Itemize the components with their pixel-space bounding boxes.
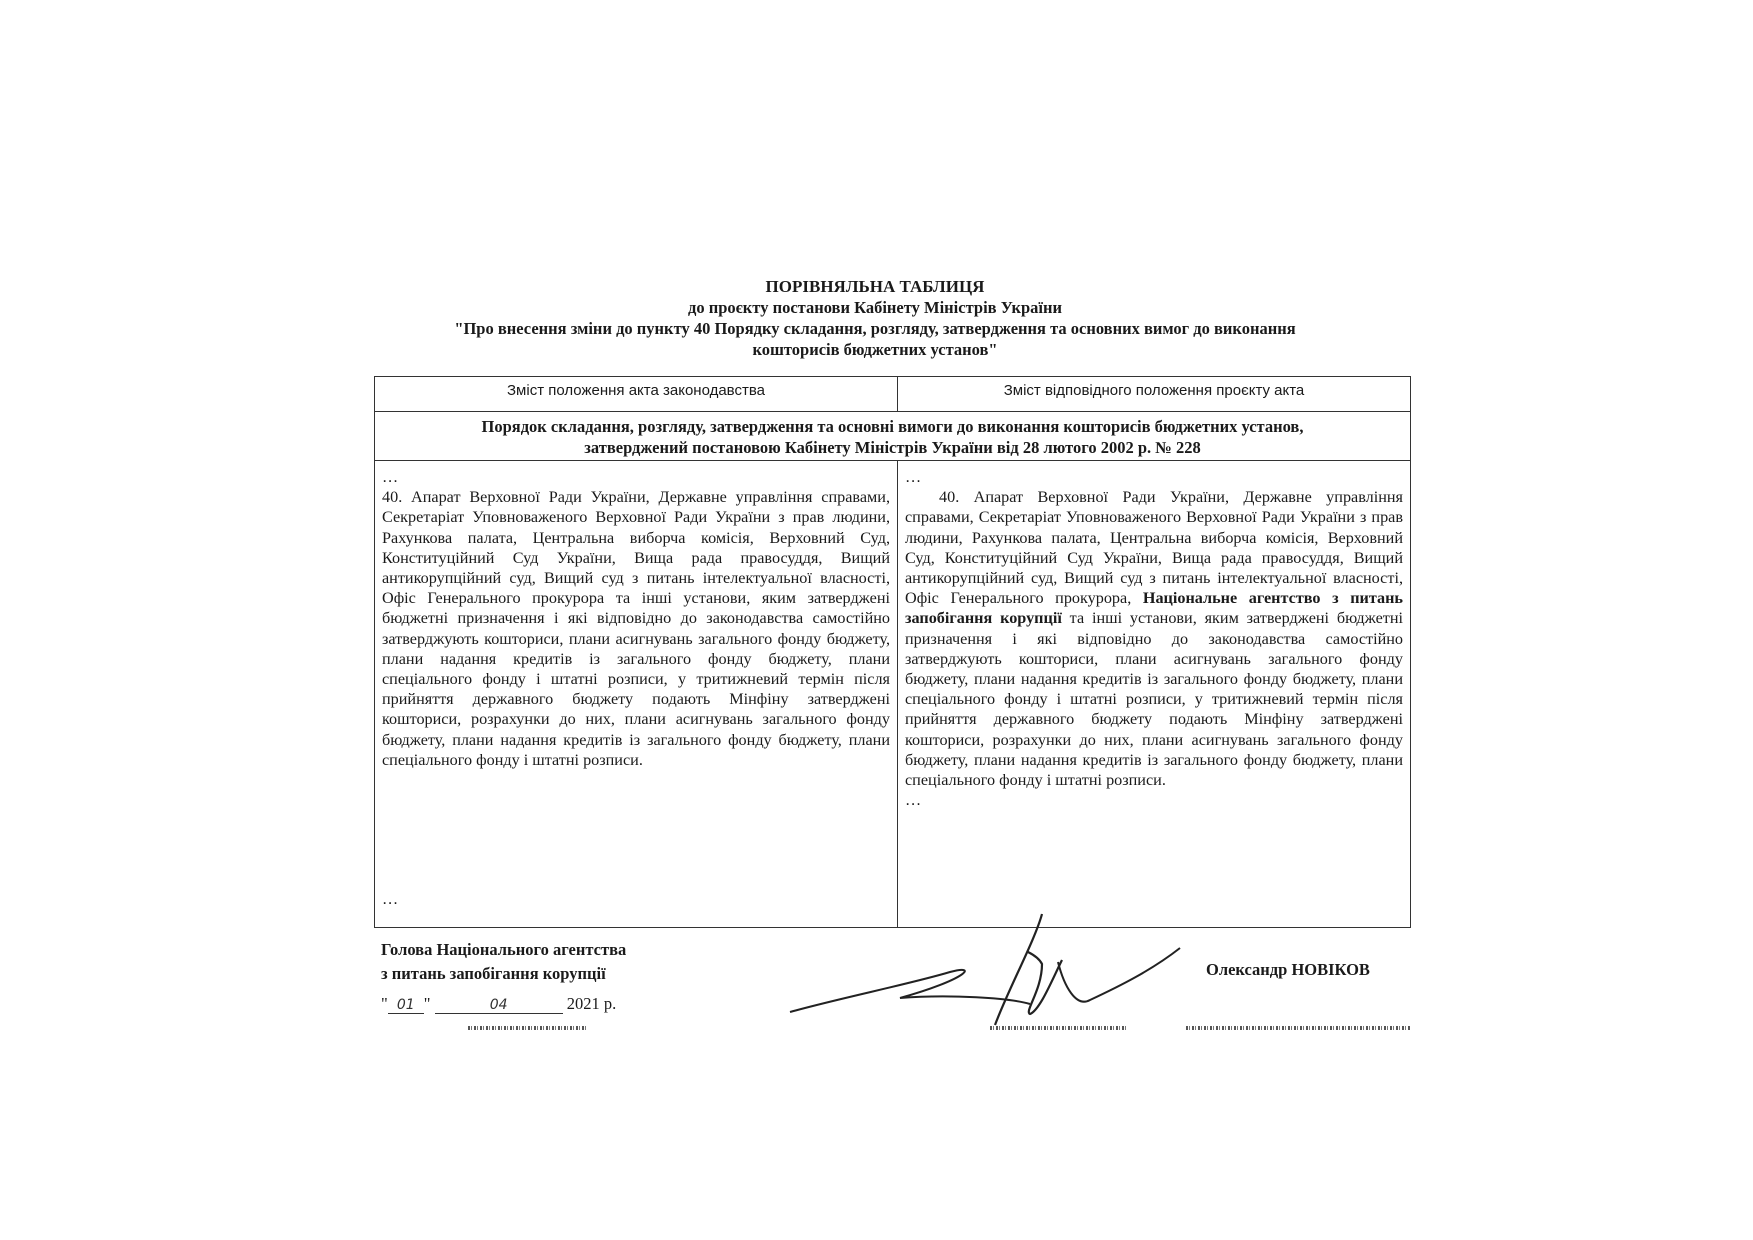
ellipsis-bottom: … bbox=[905, 791, 922, 810]
signatory-position bbox=[381, 938, 626, 986]
scan-artifact bbox=[468, 1026, 588, 1030]
document-subtitle: до проєкту постанови Кабінету Міністрів України bbox=[688, 298, 1062, 317]
section-heading-line-1: Порядок складання, розгляду, затвердження та основні вимоги до виконання кошторисів бюджетних установ, bbox=[481, 417, 1304, 436]
col-header-current-law: Зміст положення акта законодавства bbox=[375, 377, 898, 412]
signature-date: " 01 " 04 2021 р. bbox=[381, 994, 617, 1013]
signatory-position-line-1: Голова Національного агентства bbox=[381, 940, 627, 959]
current-law-cell bbox=[375, 461, 898, 928]
current-law-text: 40. Апарат Верховної Ради України, Державне управління справами, Секретаріат Уповноваженого Верховної Ради України з прав людини, Рахункова палата, Центральна виборча комісія, Верховний Суд, Конституційний Суд України, Вища рада правосуддя, Вищий антикорупційний суд, Вищий суд з питань інтелектуальної власності, Офіс Генерального прокурора та інші установи, яким затверджені бюджетні призначення і які відповідно до законодавства самостійно затверджують кошториси, плани асигнувань загального фонду бюджету, плани надання кредитів із загального фонду бюджету, плани спеціального фонду і штатні розписи, у тритижневий термін після прийняття державного бюджету подають Мінфіну затверджені кошториси, розрахунки до них, плани асигнувань загального фонду бюджету, плани надання кредитів із загального фонду бюджету, плани спеціального фонду і штатні розписи. bbox=[382, 488, 890, 769]
scan-artifact bbox=[990, 1026, 1126, 1030]
signatory-position-line-2: з питань запобігання корупції bbox=[381, 964, 606, 983]
draft-text-inserted-bold: Національне агентство з питань запобігання корупції bbox=[905, 589, 1403, 628]
ellipsis-top: … bbox=[905, 468, 922, 486]
scan-artifact bbox=[1186, 1026, 1410, 1030]
date-day: 01 bbox=[388, 997, 424, 1014]
section-heading bbox=[375, 412, 1411, 461]
document-header bbox=[340, 276, 1410, 360]
date-year: 2021 р. bbox=[566, 994, 617, 1013]
draft-text-after: та інші установи, яким затверджені бюджетні призначення і які відповідно до законодавства самостійно затверджують кошториси, плани асигнувань загального фонду бюджету, плани надання кредитів із загального фонду бюджету, плани спеціального фонду і штатні розписи, у тритижневий термін після прийняття державного бюджету подають Мінфіну затверджені кошториси, розрахунки до них, плани асигнувань загального фонду бюджету, плани надання кредитів із загального фонду бюджету, плани спеціального фонду і штатні розписи. bbox=[905, 609, 1404, 790]
signatory-name: Олександр НОВІКОВ bbox=[1206, 960, 1370, 979]
document-subject-line-1: "Про внесення зміни до пункту 40 Порядку складання, розгляду, затвердження та основних вимог до виконання bbox=[454, 319, 1296, 338]
draft-text-before: 40. Апарат Верховної Ради України, Державне управління справами, Секретаріат Уповноваженого Верховної Ради України з прав людини, Рахункова палата, Центральна виборча комісія, Верховний Суд, Конституційний Суд України, Вища рада правосуддя, Вищий антикорупційний суд, Вищий суд з питань інтелектуальної власності, Офіс Генерального прокурора, bbox=[905, 488, 1403, 608]
comparison-table bbox=[374, 376, 1411, 928]
section-heading-line-2: затверджений постановою Кабінету Міністрів України від 28 лютого 2002 р. № 228 bbox=[584, 438, 1201, 457]
ellipsis-bottom: … bbox=[382, 890, 399, 908]
ellipsis-top: … bbox=[382, 468, 399, 486]
draft-act-text bbox=[905, 487, 1403, 790]
draft-act-cell bbox=[898, 461, 1411, 928]
document-title: ПОРІВНЯЛЬНА ТАБЛИЦЯ bbox=[765, 277, 985, 296]
document-subject-line-2: кошторисів бюджетних установ" bbox=[752, 340, 998, 359]
date-month: 04 bbox=[435, 997, 563, 1014]
handwritten-signature bbox=[780, 900, 1200, 1030]
col-header-draft-act: Зміст відповідного положення проєкту акта bbox=[898, 377, 1411, 412]
